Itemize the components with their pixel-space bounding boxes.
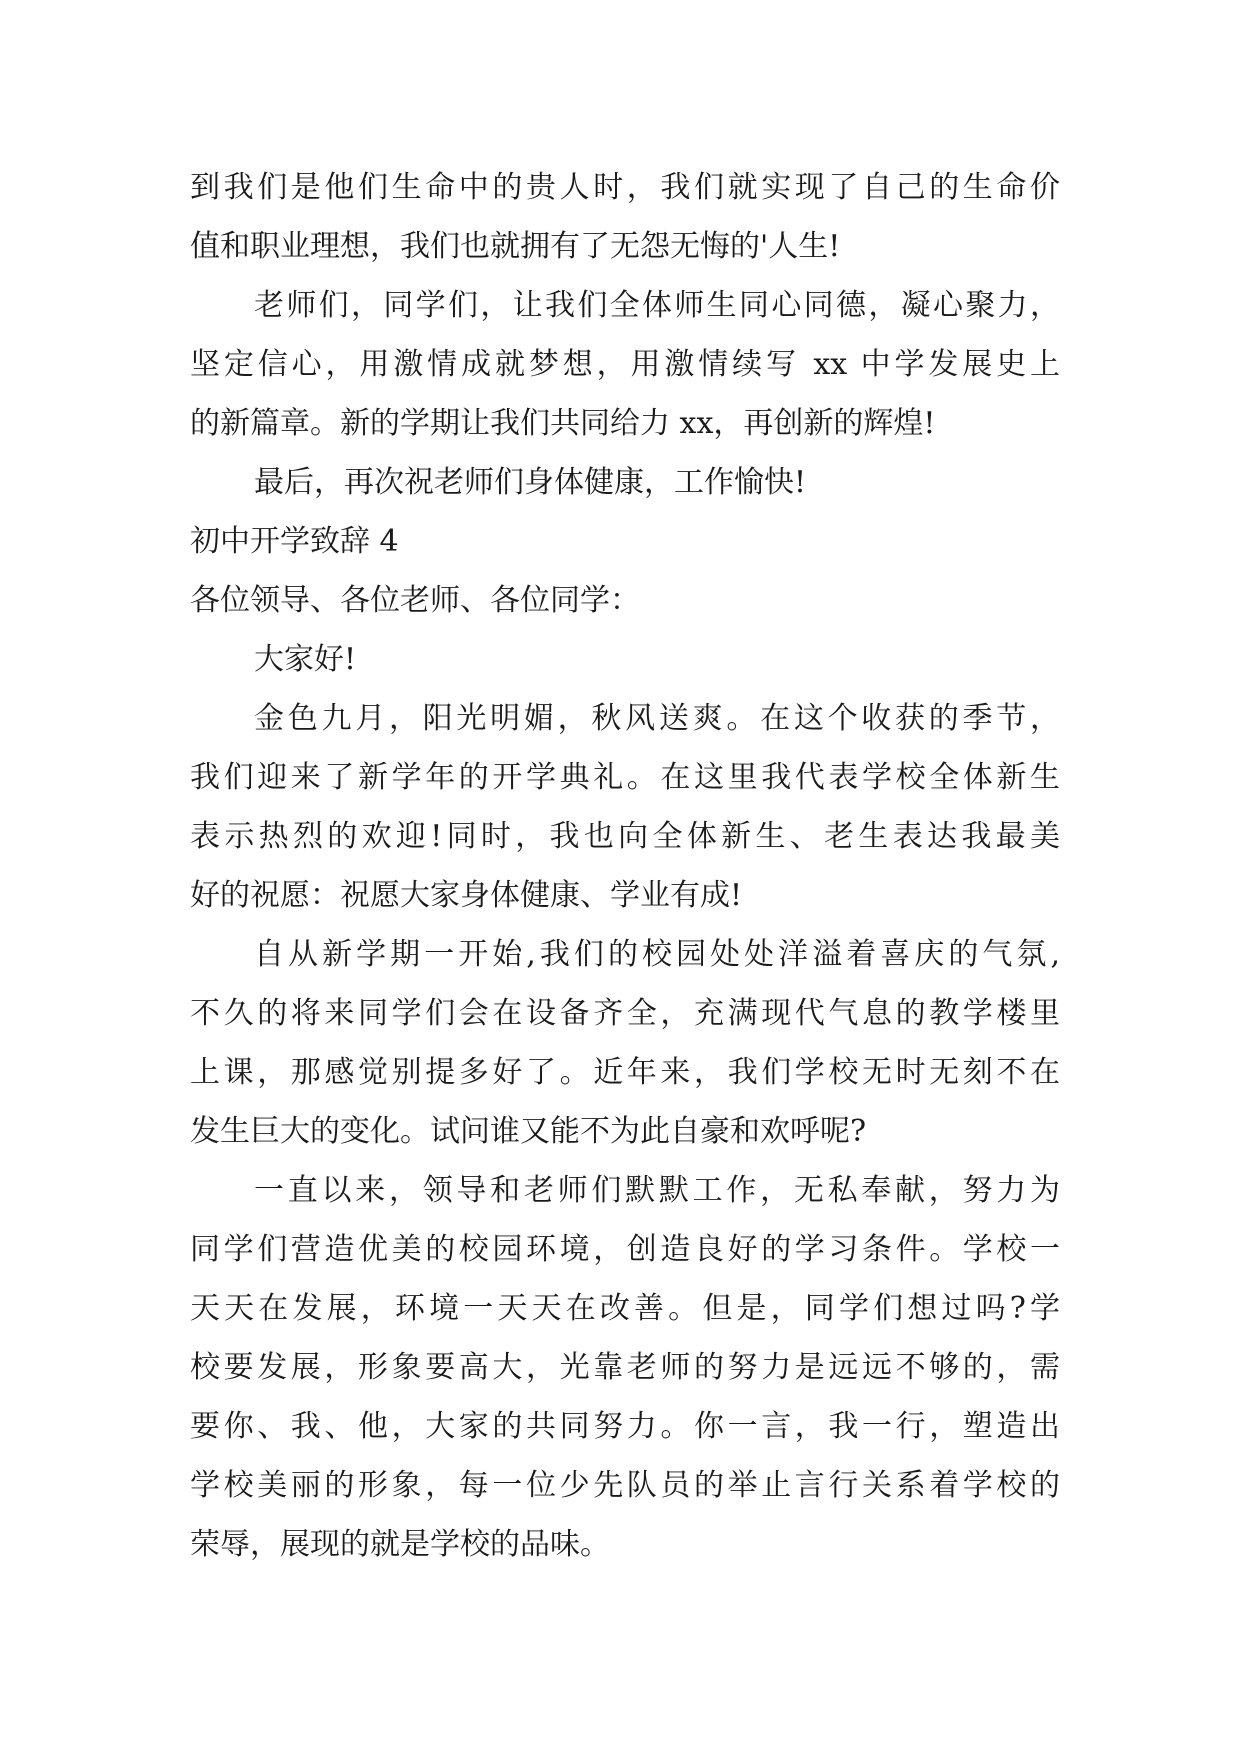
text-line-16: 上课，那感觉别提多好了。近年来，我们学校无时无刻不在 (190, 1055, 1060, 1090)
greeting: 大家好! (254, 642, 357, 677)
text-line-2: 值和职业理想，我们也就拥有了无怨无悔的'人生! (190, 229, 841, 264)
section-heading: 初中开学致辞 4 (190, 524, 399, 559)
text-line-17: 发生巨大的变化。试问谁又能不为此自豪和欢呼呢? (190, 1114, 867, 1149)
text-line-5: 的新篇章。新的学期让我们共同给力 xx，再创新的辉煌! (190, 406, 936, 441)
text-line-13: 好的祝愿：祝愿大家身体健康、学业有成! (190, 878, 743, 913)
text-line-11: 我们迎来了新学年的开学典礼。在这里我代表学校全体新生 (190, 760, 1060, 795)
text-line-20: 天天在发展，环境一天天在改善。但是，同学们想过吗?学 (190, 1291, 1060, 1326)
text-line-4: 坚定信心，用激情成就梦想，用激情续写 xx 中学发展史上 (190, 347, 1060, 382)
text-line-14: 自从新学期一开始,我们的校园处处洋溢着喜庆的气氛, (254, 937, 1060, 972)
text-line-15: 不久的将来同学们会在设备齐全，充满现代气息的教学楼里 (190, 996, 1060, 1031)
text-line-18: 一直以来，领导和老师们默默工作，无私奉献，努力为 (254, 1173, 1060, 1208)
document-body (190, 158, 1060, 1574)
text-line-22: 要你、我、他，大家的共同努力。你一言，我一行，塑造出 (190, 1409, 1060, 1444)
text-line-10: 金色九月，阳光明媚，秋风送爽。在这个收获的季节， (254, 701, 1060, 736)
text-line-6: 最后，再次祝老师们身体健康，工作愉快! (254, 465, 807, 500)
text-line-24: 荣辱，展现的就是学校的品味。 (190, 1527, 610, 1562)
text-line-21: 校要发展，形象要高大，光靠老师的努力是远远不够的，需 (190, 1350, 1060, 1385)
text-line-23: 学校美丽的形象，每一位少先队员的举止言行关系着学校的 (190, 1468, 1060, 1503)
text-line-19: 同学们营造优美的校园环境，创造良好的学习条件。学校一 (190, 1232, 1060, 1267)
text-line-3: 老师们，同学们，让我们全体师生同心同德，凝心聚力， (254, 288, 1060, 323)
text-line-1: 到我们是他们生命中的贵人时，我们就实现了自己的生命价 (190, 170, 1060, 205)
salutation: 各位领导、各位老师、各位同学： (190, 583, 640, 618)
text-line-12: 表示热烈的欢迎!同时，我也向全体新生、老生表达我最美 (190, 819, 1060, 854)
